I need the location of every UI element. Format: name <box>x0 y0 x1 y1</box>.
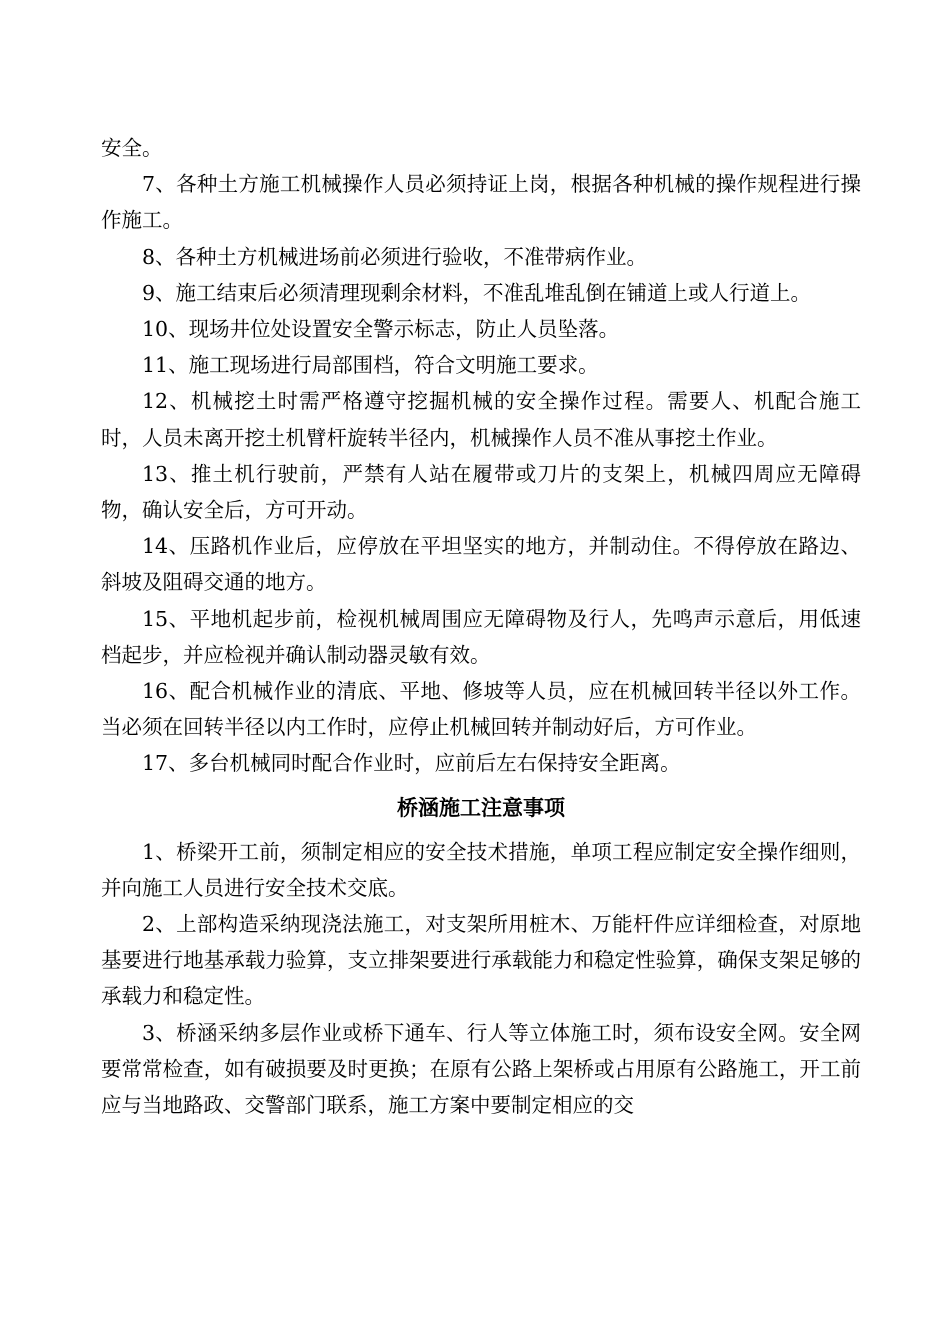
paragraph-item-12: 12、机械挖土时需严格遵守挖掘机械的安全操作过程。需要人、机配合施工时，人员未离开挖土机臂杆旋转半径内，机械操作人员不准从事挖土作业。 <box>101 389 861 450</box>
bridge-paragraph-3: 3、桥涵采纳多层作业或桥下通车、行人等立体施工时，须布设安全网。安全网要常常检查，如有破损要及时更换；在原有公路上架桥或占用原有公路施工，开工前应与当地路政、交警部门联系，施工方案中要制定相应的交 <box>101 1020 861 1118</box>
bridge-paragraph-2: 2、上部构造采纳现浇法施工，对支架所用桩木、万能杆件应详细检查，对原地基要进行地基承载力验算，支立排架要进行承载能力和稳定性验算，确保支架足够的承载力和稳定性。 <box>101 912 861 1009</box>
document-body <box>101 130 861 1123</box>
paragraph-item-17: 17、多台机械同时配合作业时，应前后左右保持安全距离。 <box>142 751 681 776</box>
paragraph-item-13: 13、推土机行驶前，严禁有人站在履带或刀片的支架上，机械四周应无障碍物，确认安全后，方可开动。 <box>101 461 861 523</box>
paragraph-item-11: 11、施工现场进行局部围档，符合文明施工要求。 <box>142 353 599 378</box>
paragraph-item-7: 7、各种土方施工机械操作人员必须持证上岗，根据各种机械的操作规程进行操作施工。 <box>101 172 861 233</box>
paragraph-item-10: 10、现场井位处设置安全警示标志，防止人员坠落。 <box>142 317 620 342</box>
paragraph-item-15: 15、平地机起步前，检视机械周围应无障碍物及行人，先鸣声示意后，用低速档起步，并应检视并确认制动器灵敏有效。 <box>101 606 861 667</box>
paragraph-item-16: 16、配合机械作业的清底、平地、修坡等人员，应在机械回转半径以外工作。当必须在回转半径以内工作时，应停止机械回转并制动好后，方可作业。 <box>101 679 861 740</box>
bridge-paragraph-1: 1、桥梁开工前，须制定相应的安全技术措施，单项工程应制定安全操作细则，并向施工人员进行安全技术交底。 <box>101 839 861 900</box>
paragraph-item-8: 8、各种土方机械进场前必须进行验收，不准带病作业。 <box>142 244 648 269</box>
paragraph-continuation: 安全。 <box>101 136 163 160</box>
paragraph-item-14: 14、压路机作业后，应停放在平坦坚实的地方，并制动住。不得停放在路边、斜坡及阻碍交通的地方。 <box>101 534 861 595</box>
section-heading: 桥涵施工注意事项 <box>397 795 565 820</box>
paragraph-item-9: 9、施工结束后必须清理现剩余材料，不准乱堆乱倒在铺道上或人行道上。 <box>142 280 812 305</box>
